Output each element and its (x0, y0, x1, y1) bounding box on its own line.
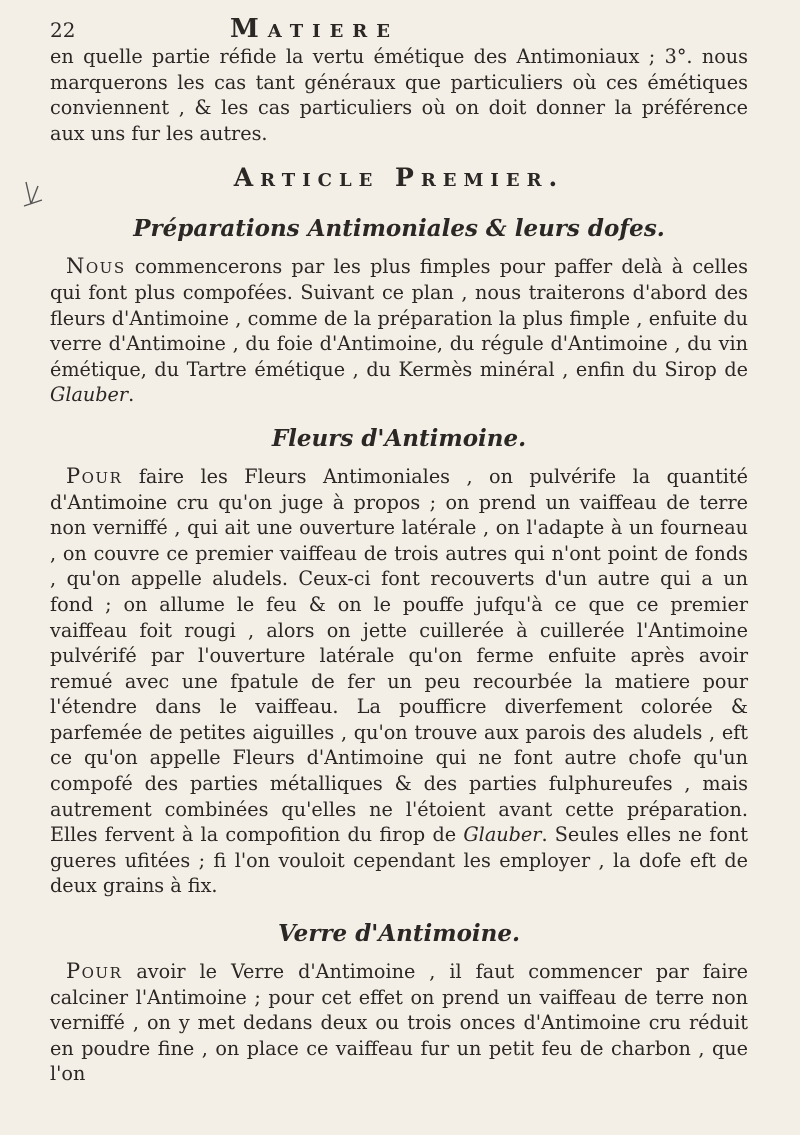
section-heading-fleurs: Fleurs d'Antimoine. (271, 424, 527, 452)
article-heading: Article Premier. (233, 163, 565, 193)
margin-ink-mark-icon (22, 178, 44, 208)
paragraph-text: faire les Fleurs Antimoniales , on pulvérife la quantité d'Antimoine cru qu'on juge à propos ; on prend un vaiffeau de terre non verniffé , qui ait une ouverture latérale , on l'adapte à un fourneau , on couvre ce premier vaiffeau de trois autres qui n'ont point de fonds , qu'on appelle aludels. Ceux-ci font recouverts d'un autre qui a un fond ; on allume le feu & on le pouffe jufqu'à ce que ce premier vaiffeau foit rougi , alors on jette cuillerée à cuillerée l'Antimoine pulvérifé par l'ouverture latérale qu'on ferme enfuite après avoir remué avec une fpatule de fer un peu recourbée la matiere pour l'étendre dans le vaiffeau. La poufficre diverfement colorée & parfemée de petites aiguilles , qu'on trouve aux parois des aludels , eft ce qu'on appelle Fleurs d'Antimoine qui ne font autre chofe qu'un compofé des parties métalliques & des parties fulphureufes , mais autrement combinées qu'elles ne l'étoient avant cette préparation. Elles fervent à la compofition du firop de (50, 464, 748, 847)
article-paragraph (50, 254, 748, 408)
paragraph-text-end: . Seules elles ne font gueres ufitées ; fi l'on vouloit cependant les employer , la dofe eft de deux grains à fix. (50, 823, 748, 898)
article-subheading: Préparations Antimoniales & leurs dofes. (133, 215, 665, 243)
page-number: 22 (50, 18, 76, 42)
paragraph-text-end: . (128, 383, 135, 407)
section-heading-verre: Verre d'Antimoine. (277, 920, 521, 948)
running-title: Matiere (230, 14, 399, 44)
paragraph-lead-word: Pour (66, 959, 123, 984)
paragraph-lead-word: Pour (66, 463, 123, 488)
section-paragraph-verre (50, 959, 748, 1087)
intro-paragraph: en quelle partie réfide la vertu émétique des Antimoniaux ; 3°. nous marquerons les cas tant généraux que particuliers où ces émétiques conviennent , & les cas particuliers où on doit donner la préférence aux uns fur les autres. (50, 45, 748, 145)
section-paragraph-fleurs (50, 464, 748, 899)
running-head (50, 14, 748, 42)
paragraph-lead-word: Nous (66, 254, 126, 279)
paragraph-text: commencerons par les plus fimples pour paffer delà à celles qui font plus compofées. Suivant ce plan , nous traiterons d'abord des fleurs d'Antimoine , comme de la préparation la plus fimple , enfuite du verre d'Antimoine , du foie d'Antimoine, du régule d'Antimoine , du vin émétique, du Tartre émétique , du Kermès minéral , enfin du Sirop de (50, 255, 748, 381)
proper-name: Glauber (50, 383, 129, 407)
paragraph-text: avoir le Verre d'Antimoine , il faut commencer par faire calciner l'Antimoine ; pour cet effet on prend un vaiffeau de terre non verniffé , on y met dedans deux ou trois onces d'Antimoine cru réduit en poudre fine , on place ce vaiffeau fur un petit feu de charbon , que l'on (50, 960, 748, 1086)
proper-name: Glauber (463, 823, 542, 847)
